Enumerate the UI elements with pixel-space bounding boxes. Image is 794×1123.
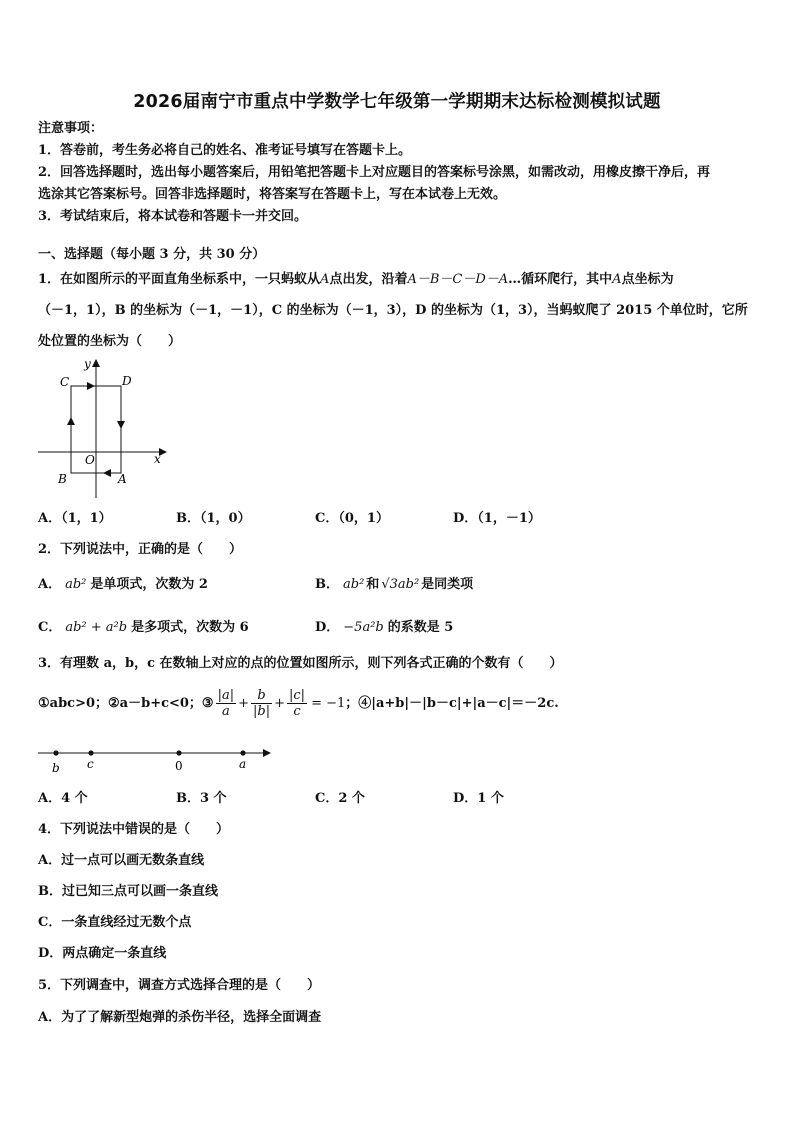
question-3-stem: 3．有理数 a，b，c 在数轴上对应的点的位置如图所示，则下列各式正确的个数有（ ） (38, 656, 563, 671)
q2-option-label: C． (38, 620, 62, 635)
q2-option-label: B． (315, 577, 339, 592)
question-1-line-3: 处位置的坐标为（ ） (38, 334, 182, 349)
label-y: y (84, 357, 91, 371)
q2-option-label: A． (38, 577, 62, 592)
q3-fraction (216, 688, 237, 719)
fraction-numerator: |a| (217, 688, 235, 703)
label-o: O (85, 453, 95, 467)
number-line (34, 742, 279, 776)
label-c: c (87, 757, 94, 771)
q3-text: ①abc>0；②a－b+c<0；③ (38, 696, 214, 711)
q2-option-d (315, 620, 453, 636)
label-x: x (154, 452, 161, 466)
q2-option-b (315, 577, 473, 593)
q1-text: 点出发，沿着 (329, 272, 408, 287)
label-a: a (239, 757, 247, 771)
point-c (88, 750, 93, 755)
fraction-numerator: b (251, 688, 272, 704)
q2-option-text: 和 (366, 577, 380, 592)
q3-plus: + (274, 696, 286, 711)
q3-fraction (287, 688, 307, 719)
q3-statements (38, 688, 559, 719)
q5-option-a: A．为了了解新型炮弹的杀伤半径，选择全面调查 (38, 1010, 322, 1025)
fraction-denominator: a (221, 704, 230, 719)
label-b: B (58, 472, 67, 486)
q3-plus: + (238, 696, 250, 711)
q4-option-d: D．两点确定一条直线 (38, 946, 167, 961)
section-heading: 一、选择题（每小题 3 分，共 30 分） (38, 247, 266, 262)
question-5-stem: 5．下列调查中，调查方式选择合理的是（ ） (38, 978, 321, 993)
notice-heading: 注意事项： (38, 121, 104, 136)
q4-option-b: B．过已知三点可以画一条直线 (38, 884, 218, 899)
q2-option-text: 的系数是 5 (387, 620, 454, 635)
q1-text: 点坐标为 (621, 272, 674, 287)
q1-option-b: B．（1，0） (176, 511, 251, 526)
question-4-stem: 4．下列说法中错误的是（ ） (38, 822, 230, 837)
point-a (240, 750, 245, 755)
q1-option-c: C．（0，1） (315, 511, 389, 526)
question-2-stem: 2．下列说法中，正确的是（ ） (38, 542, 243, 557)
q3-option-c: C．2 个 (315, 791, 365, 806)
q3-text: ；④|a+b|－|b－c|+|a－c|＝－2c. (345, 696, 559, 711)
q2-option-a (38, 577, 208, 593)
q2-option-c (38, 620, 249, 636)
notice-item: 选涂其它答案标号。回答非选择题时，将答案写在答题卡上，写在本试卷上无效。 (38, 187, 507, 202)
q2-option-label: D． (315, 620, 340, 635)
fraction-denominator: |b| (253, 704, 271, 719)
fraction-numerator: |c| (289, 688, 306, 703)
notice-item: 3．考试结束后，将本试卷和答题卡一并交回。 (38, 209, 308, 224)
point-b (53, 750, 58, 755)
q1-text: 1．在如图所示的平面直角坐标系中，一只蚂蚁从 (38, 272, 321, 287)
fraction-denominator: c (293, 704, 301, 719)
q2-expr: −5a²b (343, 620, 384, 635)
q2-option-text: 是单项式，次数为 2 (90, 577, 208, 592)
q2-option-text: 是同类项 (421, 577, 474, 592)
q3-equals: = −1 (311, 696, 346, 711)
q1-point-a: A (612, 272, 622, 287)
q3-option-b: B．3 个 (176, 791, 227, 806)
q1-point-a: A (320, 272, 330, 287)
q3-option-a: A．4 个 (38, 791, 88, 806)
q2-option-text: 是多项式，次数为 6 (131, 620, 249, 635)
q1-option-d: D．（1，－1） (453, 511, 541, 526)
notice-item: 2．回答选择题时，选出每小题答案后，用铅笔把答题卡上对应题目的答案标号涂黑，如需改动，用橡皮擦干净后，再 (38, 165, 711, 180)
label-b: b (52, 761, 60, 775)
q4-option-c: C．一条直线经过无数个点 (38, 915, 192, 930)
q2-expr: ab² (343, 577, 365, 592)
label-a: A (118, 472, 127, 486)
coordinate-figure (34, 356, 174, 502)
point-zero (176, 750, 181, 755)
q4-option-a: A．过一点可以画无数条直线 (38, 853, 205, 868)
q3-fraction (251, 688, 272, 719)
q3-option-d: D．1 个 (453, 791, 504, 806)
label-d: D (122, 374, 132, 388)
q2-expr: ab² + a²b (65, 620, 128, 635)
notice-item: 1．答卷前，考生务必将自己的姓名、准考证号填写在答题卡上。 (38, 143, 412, 158)
q2-expr: √3ab² (381, 577, 420, 592)
q2-expr: ab² (65, 577, 87, 592)
q1-text: …循环爬行，其中 (508, 272, 613, 287)
q1-option-a: A．（1，1） (38, 511, 112, 526)
q1-path: A－B－C－D－A (407, 272, 509, 287)
question-1-line-2: （－1，1），B 的坐标为（－1，－1），C 的坐标为（－1，3），D 的坐标为（1，3），当蚂蚁爬了 2015 个单位时，它所 (38, 303, 748, 318)
question-1-line-1 (38, 272, 674, 288)
label-c: C (60, 375, 70, 389)
page-title: 2026届南宁市重点中学数学七年级第一学期期末达标检测模拟试题 (133, 92, 661, 112)
label-zero: 0 (175, 759, 183, 773)
